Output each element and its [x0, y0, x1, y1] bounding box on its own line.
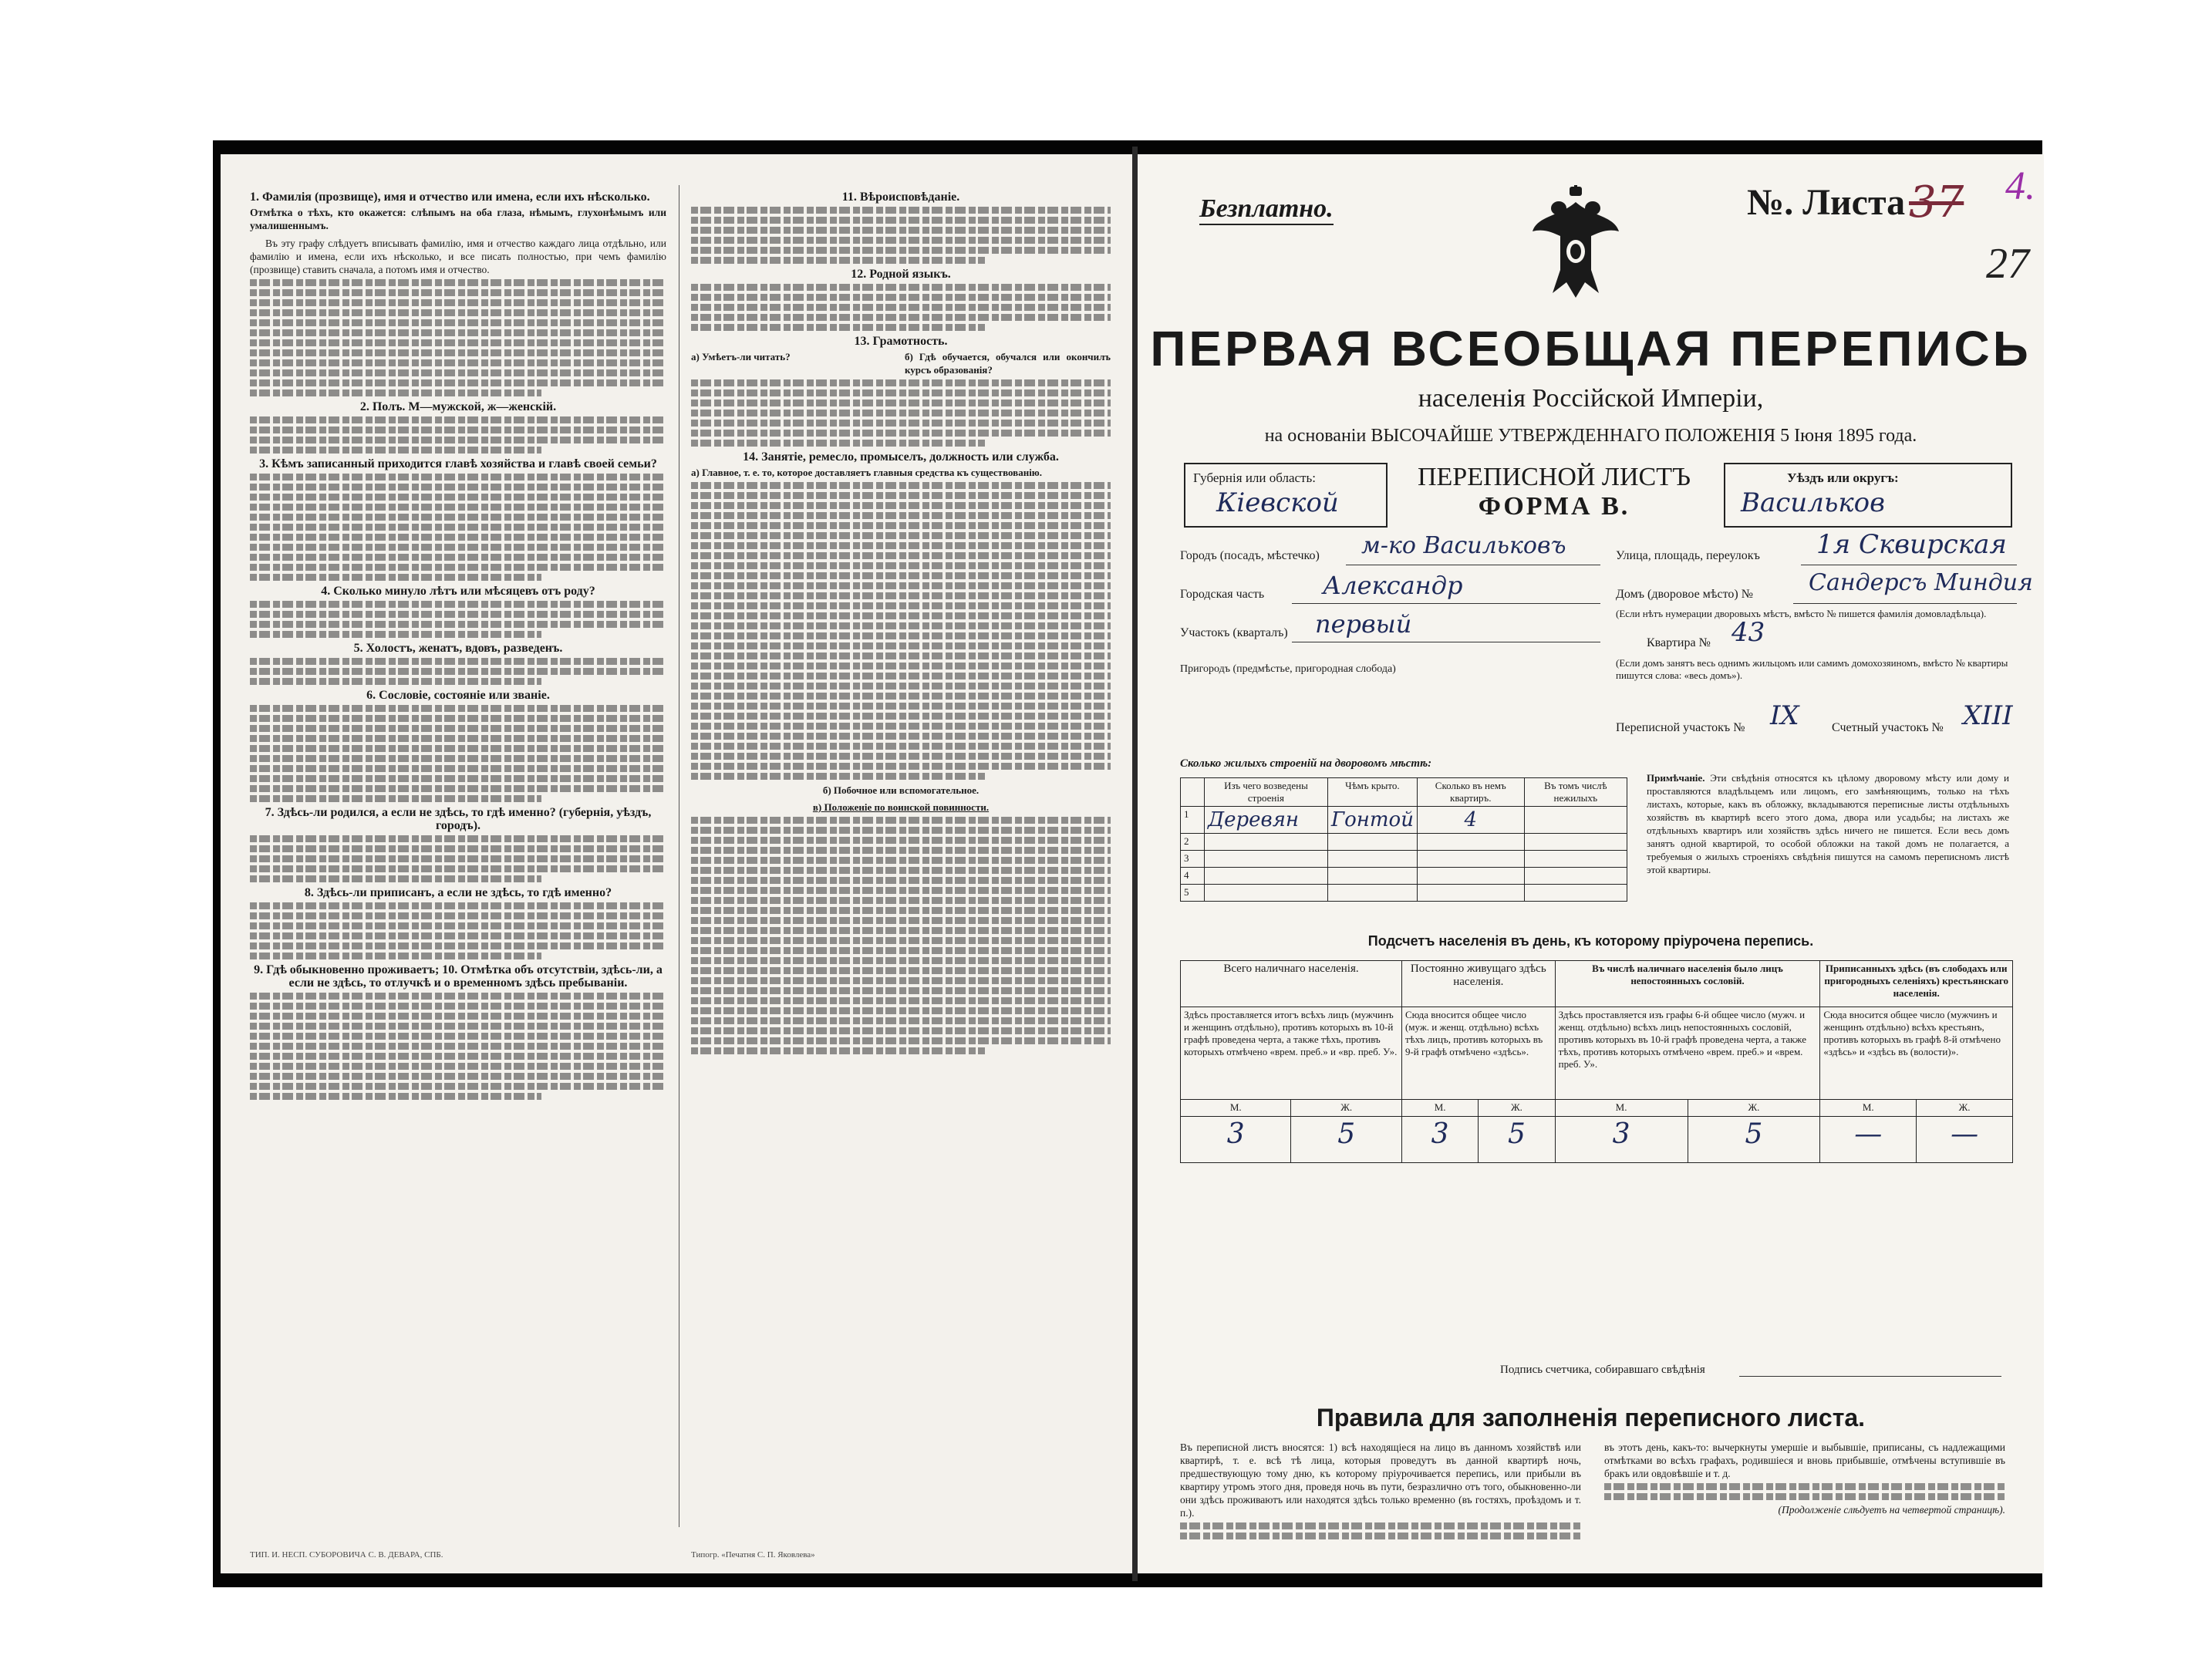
text-line — [250, 416, 666, 423]
text-line — [1604, 1493, 2005, 1500]
sheet-number-handwritten: 27 — [1986, 240, 2029, 288]
apartment-label: Квартира № — [1647, 636, 1711, 649]
text-line — [250, 504, 666, 511]
text-line — [691, 827, 1111, 834]
text-line — [691, 532, 1111, 539]
section-1-note: Отмѣтка о тѣхъ, кто окажется: слѣпымъ на оба глаза, нѣмымъ, глухонѣмымъ или умалишеннымъ. — [250, 207, 666, 231]
text-line — [691, 703, 1111, 710]
text-line — [250, 855, 666, 862]
text-line — [691, 217, 1111, 224]
table-row: 4 — [1181, 868, 1627, 885]
text-line — [691, 324, 985, 331]
text-line — [250, 574, 541, 581]
text-line — [250, 474, 666, 481]
text-line — [250, 611, 666, 618]
house-value: Сандерсъ Миндия — [1809, 569, 2033, 596]
text-line — [250, 902, 666, 909]
text-line — [691, 542, 1111, 549]
text-line — [691, 572, 1111, 579]
text-line — [250, 1053, 666, 1060]
buildings-header-apartments: Сколько въ немъ квартиръ. — [1417, 778, 1524, 807]
text-line — [250, 554, 666, 561]
left-column-1 — [250, 187, 666, 1103]
text-line — [250, 289, 666, 296]
count-header-total: Всего наличнаго населенія. — [1181, 961, 1402, 1007]
text-line — [691, 642, 1111, 649]
text-line — [691, 1037, 1111, 1044]
text-line — [691, 410, 1111, 416]
city-part-label: Городская часть — [1180, 588, 1265, 601]
apartment-note: (Если домъ занятъ весь однимъ жильцомъ или самимъ домохозяиномъ, вмѣсто № квартиры пишутся слова: «весь домъ»). — [1616, 657, 2008, 681]
section-14c-heading: в) Положеніе по воинской повинности. — [812, 801, 990, 813]
section-11-heading: 11. Вѣроисповѣданіе. — [841, 191, 960, 204]
city-label: Городъ (посадъ, мѣстечко) — [1180, 549, 1320, 562]
city-value: м-ко Васильковъ — [1361, 532, 1566, 559]
text-line — [691, 733, 1111, 740]
buildings-header-nonresidential: Въ томъ числѣ нежилыхъ — [1524, 778, 1627, 807]
section-13-heading: 13. Грамотность. — [854, 335, 948, 348]
text-line — [691, 977, 1111, 984]
section-1-heading: 1. Фамилія (прозвище), имя и отчество или имена, если ихъ нѣсколько. — [250, 191, 650, 204]
nonpermanent-female-value: 5 — [1688, 1117, 1820, 1163]
section-1-text: Въ эту графу слѣдуетъ вписывать фамилію, имя и отчество каждаго лица отдѣльно, или фамилію и имена, если ихъ нѣсколько, и все писать полностью, при чемъ фамилію (прозвище) ставить сначала, а потомъ имя и отчество. — [250, 238, 666, 275]
text-line — [691, 294, 1111, 301]
buildings-table-header — [1181, 778, 1627, 807]
text-line — [691, 867, 1111, 874]
section-13a-heading: а) Умѣетъ-ли читать? — [691, 351, 791, 362]
rules-column-1: Въ переписной листъ вносятся: 1) всѣ находящіеся на лицо въ данномъ хозяйствѣ или квартирѣ, т. е. всѣ тѣ лица, которыя проведутъ въ данной квартирѣ ночь, предшествующую тому дню, къ которому пріурочивается перепись, или прибыли въ квартиру утромъ этого дня, проведя ночь въ пути, безразлично отъ того, обыкновенно-ли они здѣсь проживаютъ или находятся здѣсь только временно (въ гостяхъ, проѣздомъ и т. п.). — [1180, 1441, 1581, 1543]
section-3-heading: 3. Кѣмъ записанный приходится главѣ хозяйства и главѣ своей семьи? — [259, 457, 657, 470]
text-line — [250, 309, 666, 316]
text-line — [250, 484, 666, 491]
street-value: 1я Сквирская — [1816, 529, 2007, 560]
population-count-table: Всего наличнаго населенія. Постоянно живущаго здѣсь населенія. Въ числѣ наличнаго населенія было лицъ непостоянныхъ сословій. Приписанныхъ здѣсь (въ слободахъ или пригородныхъ селеніяхъ) крестьянскаго населенія. Здѣсь проставляется итогъ всѣхъ лицъ (мужчинъ и женщинъ отдѣльно), противъ которыхъ въ 10-й графѣ проведена черта, а также тѣхъ, противъ которыхъ отмѣчено «врем. преб.» и «вр. преб. У». Сюда вносится общее число (муж. и женщ. отдѣльно) всѣхъ тѣхъ лицъ, противъ которыхъ въ 9-й графѣ отмѣчено «здѣсь». Здѣсь проставляется изъ графы 6-й общее число (мужч. и женщ. отдѣльно) всѣхъ лицъ непостоянныхъ сословій, противъ которыхъ въ 10-й графѣ проведена черта, а также тѣхъ, противъ которыхъ отмѣчено «врем. преб.» и «врем. преб. У». Сюда вносится общее число (мужчинъ и женщинъ отдѣльно) всѣхъ крестьянъ, противъ которыхъ въ графѣ 8-й отмѣчено «здѣсь» и «здѣсь въ (волости)». М. Ж. М. Ж. М. Ж. М. Ж. 3 5 3 5 3 5 — — — [1180, 960, 2013, 1163]
gubernia-box: Губернія или область: Кіевской — [1184, 463, 1388, 528]
buildings-header-roof: Чѣмъ крыто. — [1327, 778, 1417, 807]
text-line — [691, 763, 1111, 770]
house-note: (Если нѣтъ нумерации дворовыхъ мѣстъ, вмѣсто № пишется фамилія домовладѣльца). — [1616, 608, 1987, 619]
buildings-header-material: Изъ чего возведены строенія — [1205, 778, 1328, 807]
text-line — [250, 494, 666, 501]
text-line — [250, 1093, 541, 1100]
text-line — [250, 339, 666, 346]
text-line — [250, 1023, 666, 1030]
text-line — [691, 937, 1111, 944]
printer-imprint-right: Типогр. «Печатня С. П. Яковлева» — [691, 1550, 815, 1560]
text-line — [250, 601, 666, 608]
text-line — [691, 227, 1111, 234]
text-line — [691, 987, 1111, 994]
text-line — [250, 279, 666, 286]
text-line — [691, 773, 985, 780]
text-line — [691, 683, 1111, 690]
permanent-male-value: 3 — [1401, 1117, 1478, 1163]
text-line — [691, 663, 1111, 669]
text-line — [250, 845, 666, 852]
text-line — [1180, 1522, 1581, 1529]
text-line — [691, 673, 1111, 679]
peasant-male-value: — — [1820, 1117, 1917, 1163]
text-line — [691, 652, 1111, 659]
text-line — [691, 522, 1111, 529]
text-line — [250, 795, 541, 802]
count-values-row — [1181, 1117, 2013, 1163]
text-line — [691, 917, 1111, 924]
table-row: 1 Деревян Гонтой 4 — [1181, 807, 1627, 834]
section-6-heading: 6. Сословіе, состояніе или званіе. — [366, 689, 550, 702]
permanent-female-value: 5 — [1479, 1117, 1555, 1163]
left-page-instructions — [221, 154, 1132, 1573]
text-line — [250, 735, 666, 742]
section-4-heading: 4. Сколько минуло лѣтъ или мѣсяцевъ отъ роду? — [321, 585, 595, 598]
section-14-heading: 14. Занятіе, ремесло, промыселъ, должность или служба. — [743, 450, 1059, 464]
text-line — [250, 1003, 666, 1010]
text-line — [250, 1033, 666, 1040]
text-line — [691, 743, 1111, 750]
peasant-female-value: — — [1917, 1117, 2013, 1163]
census-title: ПЕРВАЯ ВСЕОБЩАЯ ПЕРЕПИСЬ — [1150, 321, 2032, 376]
total-female-value: 5 — [1291, 1117, 1401, 1163]
text-line — [250, 564, 666, 571]
text-line — [691, 314, 1111, 321]
form-title: ПЕРЕПИСНОЙ ЛИСТЪ — [1417, 463, 1691, 491]
district-label: Участокъ (кварталъ) — [1180, 626, 1288, 639]
text-line — [250, 865, 666, 872]
text-line — [691, 247, 1111, 254]
count-desc-nonpermanent: Здѣсь проставляется изъ графы 6-й общее число (мужч. и женщ. отдѣльно) всѣхъ лицъ непостоянныхъ сословій, противъ которыхъ въ 10-й графѣ проведена черта, а также тѣхъ, противъ которыхъ отмѣчено «врем. преб.» и «врем. преб. У». — [1555, 1007, 1820, 1100]
section-13b-heading: б) Гдѣ обучается, обучался или окончилъ курсъ образованія? — [905, 351, 1111, 376]
census-legal-basis: на основаніи ВЫСОЧАЙШЕ УТВЕРЖДЕННАГО ПОЛОЖЕНІЯ 5 Іюня 1895 года. — [1264, 426, 1917, 446]
text-line — [691, 1017, 1111, 1024]
text-line — [1604, 1483, 2005, 1490]
text-line — [691, 400, 1111, 406]
text-line — [250, 668, 666, 675]
count-desc-permanent: Сюда вносится общее число (муж. и женщ. отдѣльно) всѣхъ тѣхъ лицъ, противъ которыхъ въ 9-й графѣ отмѣчено «здѣсь». — [1401, 1007, 1555, 1100]
text-line — [691, 713, 1111, 720]
text-line — [250, 785, 666, 792]
census-district-label: Переписной участокъ № — [1616, 721, 1745, 734]
text-line — [250, 755, 666, 762]
sheet-number-crossed-out: 37 — [1909, 177, 1964, 228]
text-line — [691, 847, 1111, 854]
text-line — [250, 534, 666, 541]
text-line — [250, 369, 666, 376]
text-line — [250, 912, 666, 919]
count-desc-total: Здѣсь проставляется итогъ всѣхъ лицъ (мужчинъ и женщинъ отдѣльно), противъ которыхъ въ 10-й графѣ проведена черта, а также тѣхъ, противъ которыхъ отмѣчено «врем. преб.» и «вр. преб. У». — [1181, 1007, 1402, 1100]
text-line — [691, 389, 1111, 396]
text-line — [250, 437, 666, 443]
nonpermanent-male-value: 3 — [1555, 1117, 1688, 1163]
signature-label: Подпись счетчика, собиравшаго свѣдѣнія — [1500, 1364, 1705, 1376]
section-5-heading: 5. Холостъ, женатъ, вдовъ, разведенъ. — [353, 642, 563, 655]
text-line — [691, 482, 1111, 489]
text-line — [691, 907, 1111, 914]
text-line — [691, 379, 1111, 386]
text-line — [250, 631, 541, 638]
text-line — [691, 512, 1111, 519]
text-line — [691, 612, 1111, 619]
text-line — [250, 922, 666, 929]
uezd-box: Уѣздъ или округъ: Васильков — [1724, 463, 2012, 528]
text-line — [250, 765, 666, 772]
free-label: Безплатно. — [1199, 194, 1334, 225]
text-line — [691, 257, 985, 264]
text-line — [691, 622, 1111, 629]
text-line — [250, 1013, 666, 1020]
text-line — [250, 514, 666, 521]
suburb-label: Пригородъ (предмѣстье, пригородная слобода) — [1180, 663, 1396, 675]
text-line — [250, 1043, 666, 1050]
section-2-heading: 2. Полъ. М—мужской, ж—женскій. — [359, 400, 557, 413]
text-line — [691, 502, 1111, 509]
text-line — [691, 602, 1111, 609]
gubernia-value: Кіевской — [1216, 487, 1339, 518]
text-line — [250, 658, 666, 665]
text-line — [250, 379, 666, 386]
text-line — [691, 967, 1111, 974]
text-line — [250, 389, 541, 396]
text-line — [250, 447, 541, 454]
table-row: 3 — [1181, 851, 1627, 868]
text-line — [250, 359, 666, 366]
uezd-value: Васильков — [1741, 487, 1885, 518]
text-line — [691, 632, 1111, 639]
rules-column-2: въ этотъ день, какъ-то: вычеркнуты умершіе и выбывшіе, приписаны, съ надлежащими отмѣтками во всѣхъ графахъ, родившіеся и вновь прибывшіе, отмѣчены вступившіе въ бракъ или овдовѣвшіе и т. д. (Продолженіе слѣдуетъ на четвертой страницѣ). — [1604, 1442, 2005, 1516]
text-line — [250, 349, 666, 356]
text-line — [691, 237, 1111, 244]
count-header-peasant: Приписанныхъ здѣсь (въ слободахъ или пригородныхъ селеніяхъ) крестьянскаго населенія. — [1820, 961, 2013, 1007]
census-subtitle: населенія Россійской Имперіи, — [1418, 384, 1764, 413]
right-page-census-form — [1138, 154, 2044, 1573]
table-row: 5 — [1181, 885, 1627, 902]
count-header-nonpermanent: Въ числѣ наличнаго населенія было лицъ непостоянныхъ сословій. — [1555, 961, 1820, 1007]
text-line — [250, 329, 666, 336]
text-line — [250, 621, 666, 628]
text-line — [691, 592, 1111, 599]
text-line — [691, 562, 1111, 569]
street-label: Улица, площадь, переулокъ — [1616, 549, 1760, 562]
building-apartments-value: 4 — [1417, 807, 1524, 834]
table-row: 2 — [1181, 834, 1627, 851]
text-line — [691, 440, 985, 447]
text-line — [250, 942, 666, 949]
pencil-mark: 4. — [2005, 164, 2035, 208]
text-line — [691, 207, 1111, 214]
book-gutter — [1132, 147, 1138, 1581]
section-7-heading: 7. Здѣсь-ли родился, а если не здѣсь, то гдѣ именно? (губернія, уѣздъ, городъ). — [265, 806, 652, 832]
left-column-2 — [691, 187, 1111, 1057]
text-line — [691, 492, 1111, 499]
text-line — [691, 1007, 1111, 1014]
text-line — [691, 1047, 985, 1054]
form-title-block — [1400, 463, 1708, 521]
text-line — [250, 725, 666, 732]
text-line — [250, 427, 666, 433]
text-line — [691, 947, 1111, 954]
text-line — [250, 875, 541, 882]
counting-district-value: XIII — [1963, 700, 2013, 731]
buildings-note: Примѣчаніе. Эти свѣдѣнія относятся къ цѣлому дворовому мѣсту или дому и проставляются владѣльцемъ или лицомъ, его замѣняющимъ, только на тѣхъ листахъ, которые, какъ въ обложку, вкладываются переписные листы отдѣльныхъ хозяйствъ въ квартирѣ всего этого дома, двора или усадьбы; на листахъ же отдѣльныхъ квартиръ или хозяйствъ здѣсь ничего не пишется. Если весь домъ занятъ одной квартирой, то особой обложки на такой домъ не полагается, а требуемыя о жилыхъ строеніяхъ свѣдѣнія пишутся на самомъ переписномъ листѣ этой квартиры. — [1647, 772, 2009, 875]
sheet-number-label: №. Листа — [1747, 182, 1906, 223]
buildings-caption: Сколько жилыхъ строеній на дворовомъ мѣстѣ: — [1180, 757, 1432, 770]
text-line — [691, 753, 1111, 760]
text-line — [250, 678, 541, 685]
printer-imprint-left: ТИП. И. НЕСП. СУБОРОВИЧА С. В. ДЕВАРА, СПБ. — [250, 1550, 443, 1560]
total-male-value: 3 — [1181, 1117, 1291, 1163]
text-line — [250, 953, 541, 959]
text-line — [691, 887, 1111, 894]
text-line — [691, 857, 1111, 864]
text-line — [250, 775, 666, 782]
text-line — [691, 552, 1111, 559]
apartment-value: 43 — [1731, 617, 1765, 648]
text-line — [250, 705, 666, 712]
text-line — [691, 304, 1111, 311]
text-line — [250, 835, 666, 842]
text-line — [250, 524, 666, 531]
rules-continuation-note: (Продолженіе слѣдуетъ на четвертой страницѣ). — [1778, 1504, 2005, 1516]
text-line — [691, 957, 1111, 964]
text-line — [691, 817, 1111, 824]
census-district-value: IX — [1770, 700, 1799, 731]
counting-district-label: Счетный участокъ № — [1832, 721, 1944, 734]
text-line — [691, 693, 1111, 700]
text-line — [250, 319, 666, 326]
text-line — [691, 997, 1111, 1004]
text-line — [691, 1027, 1111, 1034]
section-9-heading: 9. Гдѣ обыкновенно проживаетъ; 10. Отмѣтка объ отсутствіи, здѣсь-ли, а если не здѣсь, то отлучкѣ и о временномъ здѣсь пребываніи. — [254, 963, 663, 990]
text-line — [691, 897, 1111, 904]
text-line — [691, 723, 1111, 730]
rules-title: Правила для заполненія переписного листа. — [1316, 1404, 1866, 1431]
text-line — [1180, 1533, 1581, 1539]
text-line — [250, 745, 666, 752]
text-line — [250, 993, 666, 1000]
district-value: первый — [1315, 609, 1412, 639]
population-count-title: Подсчетъ населенія въ день, къ которому пріурочена перепись. — [1367, 933, 1814, 949]
building-material-value: Деревян — [1205, 807, 1328, 834]
house-label: Домъ (дворовое мѣсто) № — [1616, 588, 1753, 601]
text-line — [250, 544, 666, 551]
form-name: ФОРМА В. — [1478, 492, 1630, 521]
double-headed-eagle-emblem — [1529, 185, 1622, 301]
city-part-value: Александр — [1323, 571, 1463, 600]
text-line — [691, 582, 1111, 589]
section-12-heading: 12. Родной языкъ. — [851, 268, 951, 281]
text-line — [250, 715, 666, 722]
text-line — [691, 877, 1111, 884]
count-desc-peasant: Сюда вносится общее число (мужчинъ и женщинъ отдѣльно) всѣхъ крестьянъ, противъ которыхъ въ графѣ 8-й отмѣчено «здѣсь» и «здѣсь въ (волости)». — [1820, 1007, 2013, 1100]
section-14a-heading: а) Главное, т. е. то, которое доставляетъ главныя средства къ существованію. — [691, 467, 1042, 478]
text-line — [250, 932, 666, 939]
count-header-permanent: Постоянно живущаго здѣсь населенія. — [1401, 961, 1555, 1007]
building-roof-value: Гонтой — [1327, 807, 1417, 834]
text-line — [691, 837, 1111, 844]
buildings-table — [1180, 777, 1627, 902]
text-line — [250, 1063, 666, 1070]
text-line — [250, 1073, 666, 1080]
text-line — [691, 420, 1111, 427]
text-line — [691, 430, 1111, 437]
text-line — [691, 927, 1111, 934]
section-14b-heading: б) Побочное или вспомогательное. — [822, 784, 980, 796]
text-line — [250, 1083, 666, 1090]
text-line — [691, 284, 1111, 291]
text-line — [250, 299, 666, 306]
section-8-heading: 8. Здѣсь-ли приписанъ, а если не здѣсь, то гдѣ именно? — [304, 886, 612, 899]
